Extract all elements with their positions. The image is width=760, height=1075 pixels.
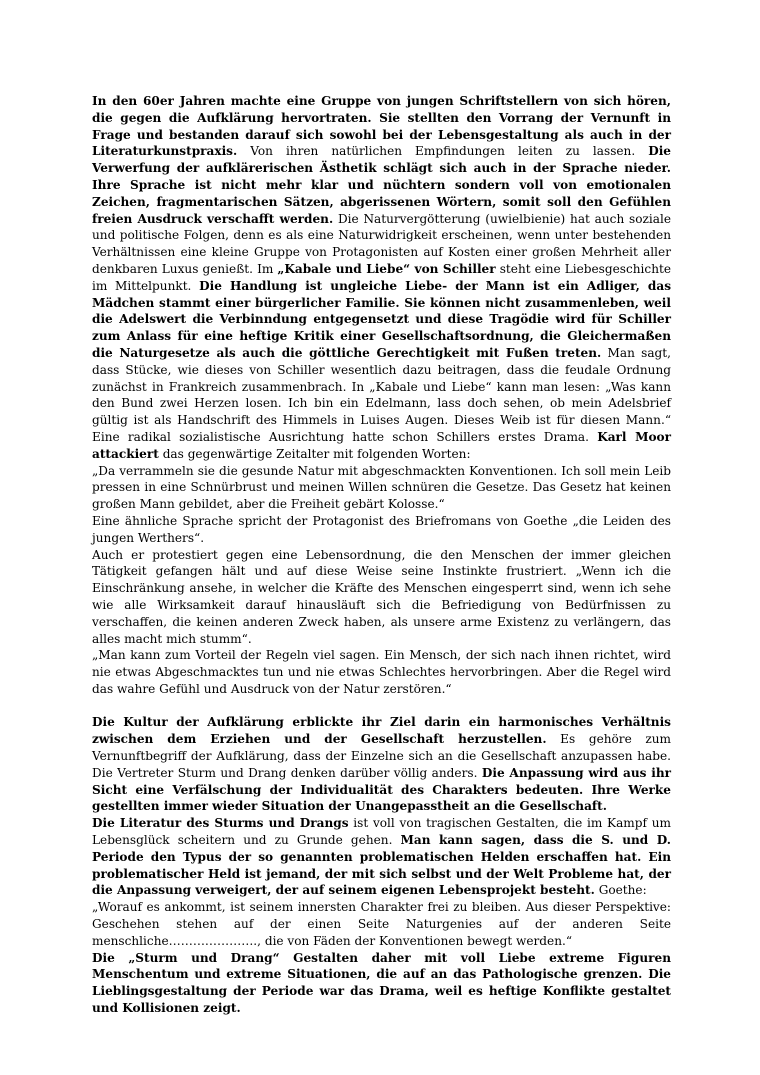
text-span: Von ihren natürlichen Empfindungen leiten zu lassen. — [237, 144, 649, 159]
text-span: Die „Sturm und Drang“ Gestalten daher mit voll Liebe extreme Figuren Menschentum und extreme Situationen, die auf an das Pathologische grenzen. Die Lieblingsgestaltung der Periode war das Drama, weil es heftige Konflikte gestaltet und Kollisionen zeigt. — [92, 950, 671, 1016]
paragraph-aufklaerung — [92, 714, 671, 815]
paragraph-goethe-quote — [92, 899, 671, 949]
text-span: Die Naturvergötterung (uwielbienie) hat auch soziale und politische Folgen, denn es als eine Naturwidrigkeit erscheinen, wenn unter bestehenden Verhältnissen eine kleine Gruppe von Protagonisten auf Kosten einer großen Mehrheit aller denkbaren Luxus genießt. Im — [92, 211, 671, 276]
paragraph-werther — [92, 513, 671, 547]
text-span: Die Handlung ist ungleiche Liebe- der Mann ist ein Adliger, das Mädchen stammt einer bürgerlicher Familie. Sie können nicht zusammenleben, weil die Adelswert die Verbinndung entgegensetzt und diese Tragödie wird für Schiller zum Anlass für eine heftige Kritik einer Gesellschaftsordnung, die Gleichermaßen die Naturgesetze als auch die göttliche Gerechtigkeit mit Fußen treten. — [92, 278, 671, 360]
paragraph-quote-moor — [92, 463, 671, 513]
text-span: „Da verrammeln sie die gesunde Natur mit abgeschmackten Konventionen. Ich soll mein Leib pressen in eine Schnürbrust und meinen Willen schnüren die Gesetze. Das Gesetz hat keinen großen Mann gebildet, aber die Freiheit gebärt Kolosse.“ — [92, 463, 671, 512]
paragraph-conclusion — [92, 950, 671, 1017]
text-span: Man sagt, dass Stücke, wie dieses von Schiller wesentlich dazu beitragen, dass die feudale Ordnung zunächst in Frankreich zusammenbrach. In „Kabale und Liebe“ kann man lesen: „Was kann den Bund zwei Herzen losen. Ich bin ein Edelmann, lass doch sehen, ob mein Adelsbrief gültig ist als Handschrift des Himmels in Luises Augen. Dieses Weib ist für diesen Mann.“ Eine radikal sozialistische Ausrichtung hatte schon Schillers erstes Drama. — [92, 345, 671, 444]
text-span: Eine ähnliche Sprache spricht der Protagonist des Briefromans von Goethe „die Leiden des jungen Werthers“. — [92, 513, 671, 545]
text-span: steht eine Liebesgeschichte im Mittelpunkt. — [92, 261, 671, 293]
text-span: Karl Moor attackiert — [92, 429, 671, 461]
text-span: Es gehöre zum Vernunftbegriff der Aufklärung, dass der Einzelne sich an die Gesellschaft anzupassen habe. Die Vertreter Sturm und Drang denken darüber völlig anders. — [92, 732, 671, 780]
text-span: ist voll von tragischen Gestalten, die im Kampf um Lebensglück scheitern und zu Grunde gehen. — [92, 816, 671, 848]
text-span: Die Verwerfung der aufklärerischen Ästhetik schlägt sich auch in der Sprache nieder. Ihre Sprache ist nicht mehr klar und nüchtern sondern voll von emotionalen Zeichen, fragmentarischen Sätzen, abgerissenen Wörtern, somit soll den Gefühlen freien Ausdruck verschafft werden. — [92, 144, 671, 226]
text-span: Auch er protestiert gegen eine Lebensordnung, die den Menschen der immer gleichen Tätigkeit gefangen hält und auf diese Weise seine Instinkte frustriert. „Wenn ich die Einschränkung ansehe, in welcher die Kräfte des Menschen eingesperrt sind, wenn ich sehe wie alle Wirksamkeit darauf hinausläuft sich die Befriedigung von Bedürfnissen zu verschaffen, die keinen anderen Zweck haben, als unsere arme Existenz zu verlängern, das alles macht mich stumm“. — [92, 547, 671, 646]
text-span: In den 60er Jahren machte eine Gruppe von jungen Schriftstellern von sich hören, die gegen die Aufklärung hervortraten. Sie stellten den Vorrang der Vernunft in Frage und bestanden darauf sich sowohl bei der Lebensgestaltung als auch in der Literaturkunstpraxis. — [92, 94, 671, 159]
text-span: Goethe: — [594, 883, 647, 898]
text-span: Die Anpassung wird aus ihr Sicht eine Verfälschung der Individualität des Charakters bedeuten. Ihre Werke gestellten immer wieder Situation der Unangepasstheit an die Gesellschaft. — [92, 765, 671, 814]
paragraph-literatur — [92, 815, 671, 899]
text-span: Die Literatur des Sturms und Drangs — [92, 816, 349, 831]
text-span: Die Kultur der Aufklärung erblickte ihr Ziel darin ein harmonisches Verhältnis zwischen dem Erziehen und der Gesellschaft herzustellen. — [92, 715, 671, 747]
paragraph-regeln-quote — [92, 647, 671, 697]
text-span: „Worauf es ankommt, ist seinem innersten Charakter frei zu bleiben. Aus dieser Perspektive: Geschehen stehen auf der einen Seite Naturgenies auf der anderen Seite menschliche…………………., die von Fäden der Konventionen bewegt werden.“ — [92, 900, 671, 948]
text-span: das gegenwärtige Zeitalter mit folgenden Worten: — [158, 446, 471, 461]
text-span: „Man kann zum Vorteil der Regeln viel sagen. Ein Mensch, der sich nach ihnen richtet, wird nie etwas Abgeschmacktes tun und nie etwas Schlechtes hervorbringen. Aber die Regel wird das wahre Gefühl und Ausdruck von der Natur zerstören.“ — [92, 648, 671, 696]
paragraph-intro — [92, 93, 671, 463]
paragraph-werther-quote — [92, 547, 671, 648]
text-span: „Kabale und Liebe“ von Schiller — [277, 261, 496, 276]
document-page — [92, 93, 671, 1017]
text-span: Man kann sagen, dass die S. und D. Periode den Typus der so genannten problematischen Helden erschaffen hat. Ein problematischer Held ist jemand, der mit sich selbst und der Welt Probleme hat, der die Anpassung verweigert, der auf seinem eigenen Lebensprojekt besteht. — [92, 833, 671, 898]
